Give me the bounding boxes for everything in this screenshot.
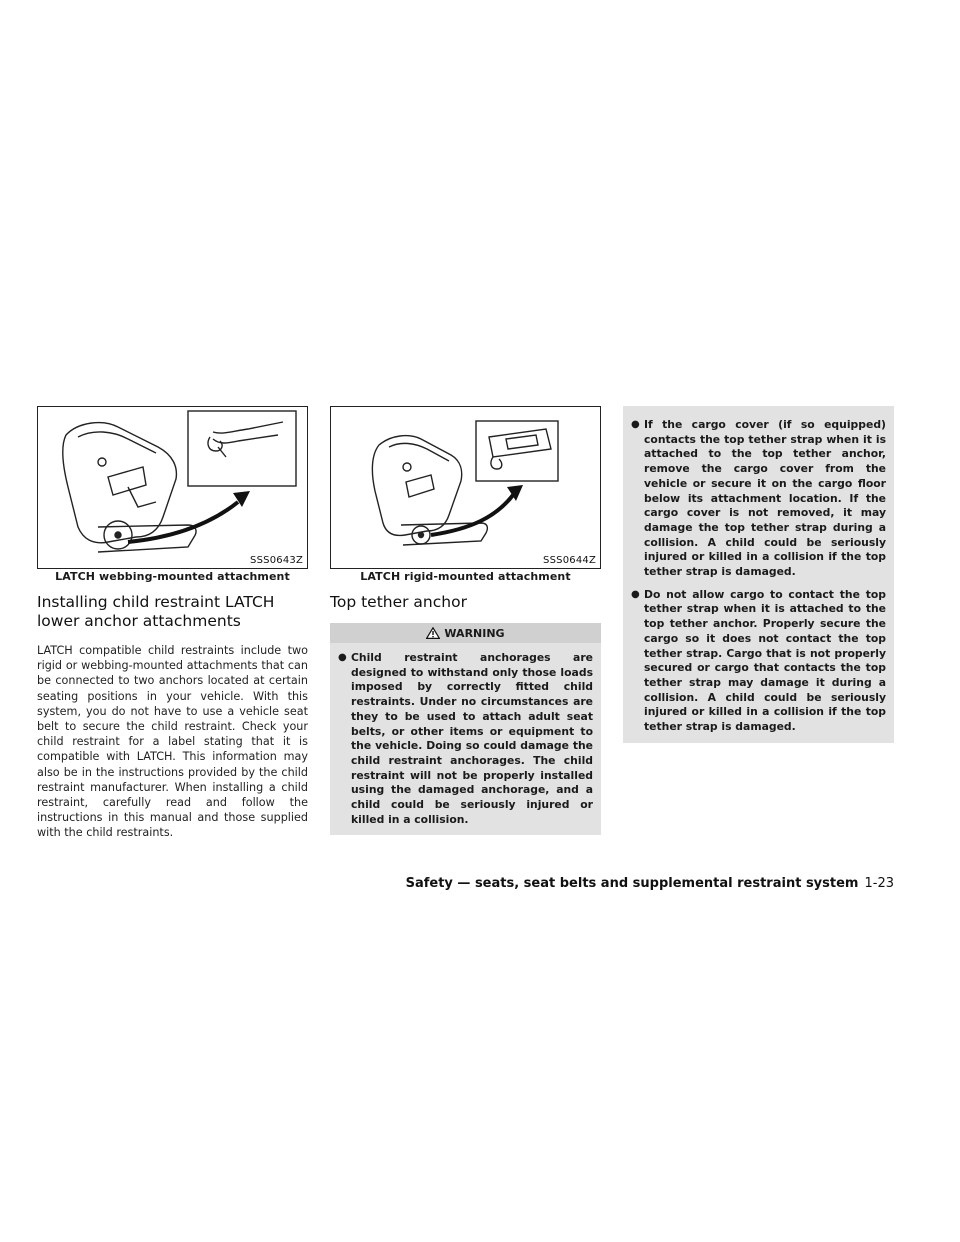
list-item: ● If the cargo cover (if so equipped) contacts the top tether strap when it is attached to the top tether anchor, remove the cargo cover from the vehicle or secure it on the cargo floor below its attachment location. If the cargo cover is not removed, it may damage the top tether strap during a collision. A child could be seriously injured or killed in a collision if the top tether strap is damaged. [631,418,886,579]
page-footer [406,876,894,891]
warning-list [330,643,601,827]
list-item: ● Child restraint anchorages are designed to withstand only those loads imposed by correctly fitted child restraints. Under no circumstances are they to be used to attach adult seat belts, or other items or equipment to the vehicle. Doing so could damage the child restraint anchorages. The child restraint will not be properly installed using the damaged anchorage, and a child could be seriously injured or killed in a collision. [338,651,593,826]
child-seat-webbing-illustration [38,407,308,569]
warning-list [623,410,894,735]
warning-triangle-icon [426,627,440,639]
list-item: ● Do not allow cargo to contact the top tether strap when it is attached to the top tether anchor. Properly secure the cargo so it does not contact the top tether strap. Cargo that is not properly secured or cargo that contacts the top tether strap may damage it during a collision. A child could be seriously injured or killed in a collision if the top tether strap is damaged. [631,587,886,734]
figure-latch-rigid [330,406,601,569]
warning-header [330,623,601,643]
figure-code: SSS0643Z [250,555,303,566]
warning-box [330,623,601,835]
child-seat-rigid-illustration [331,407,601,569]
section-title-latch: Installing child restraint LATCH lower anchor attachments [37,593,275,630]
bullet-icon: ● [631,419,640,430]
figure-caption: LATCH webbing-mounted attachment [55,570,290,583]
figure-caption: LATCH rigid-mounted attachment [360,570,571,583]
figure-code: SSS0644Z [543,555,596,566]
page-number: 1-23 [864,876,894,891]
section-body-latch: LATCH compatible child restraints include two rigid or webbing-mounted attachments that can be connected to two anchors located at certain seating positions in your vehicle. With this system, you do not have to use a vehicle seat belt to secure the child restraint. Check your child restraint for a label stating that it is compatible with LATCH. This information may also be in the instructions provided by the child restraint manufacturer. When installing a child restraint, carefully read and follow the instructions in this manual and those supplied with the child restraints. [37,644,308,840]
bullet-icon: ● [631,588,640,600]
column-middle [330,406,601,835]
figure-latch-webbing [37,406,308,569]
section-title-top-tether: Top tether anchor [330,593,467,611]
warning-label: WARNING [444,626,505,640]
column-left [37,406,308,841]
column-right [623,406,894,743]
footer-chapter-title: Safety — seats, seat belts and supplemental restraint system [405,876,859,891]
warning-box-continued [623,406,894,743]
bullet-icon: ● [338,652,347,663]
